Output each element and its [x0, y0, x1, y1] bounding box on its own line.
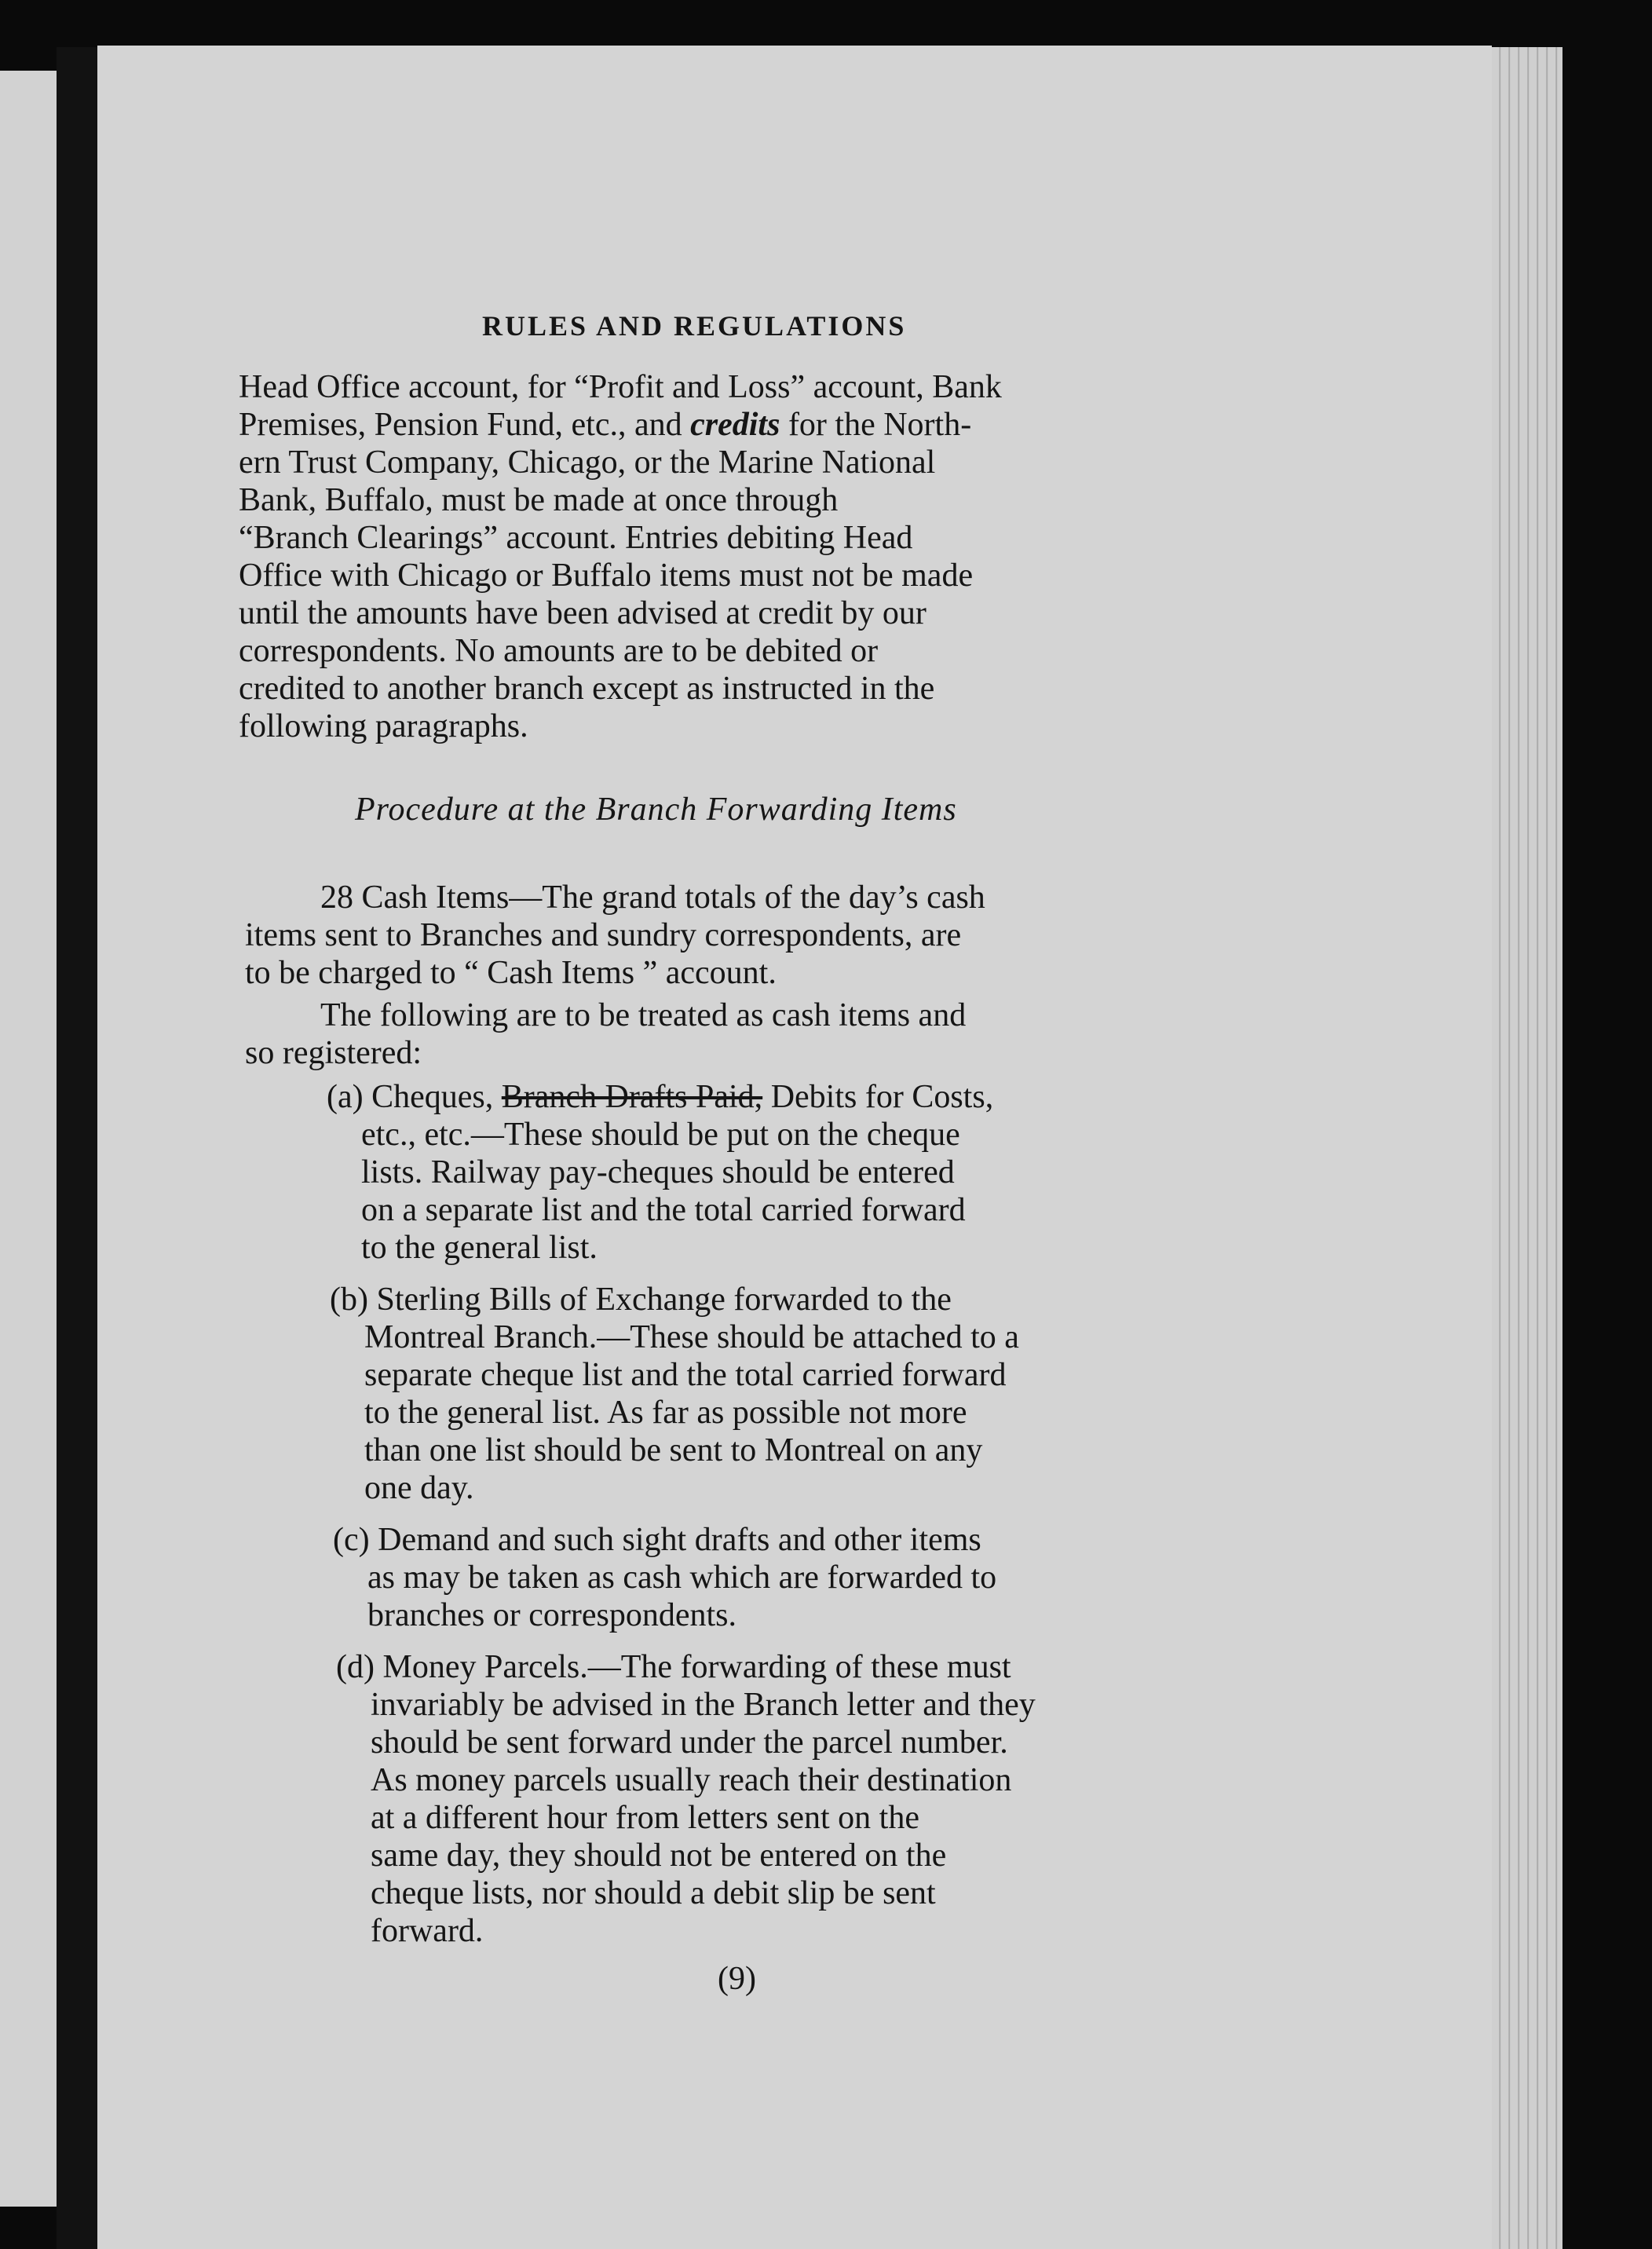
item-d-line: As money parcels usually reach their destination [371, 1762, 1012, 1798]
item-b-line: than one list should be sent to Montreal on any [364, 1432, 983, 1468]
intro-line: until the amounts have been advised at credit by our [239, 595, 927, 631]
item-a-line [327, 1077, 993, 1117]
item-b-line: Montreal Branch.—These should be attached to a [364, 1319, 1019, 1355]
para-28-line: The following are to be treated as cash items and [320, 997, 967, 1033]
intro-line: Head Office account, for “Profit and Loss” account, Bank [239, 369, 1002, 405]
intro-line: credited to another branch except as instructed in the [239, 671, 935, 707]
item-b-line: to the general list. As far as possible not more [364, 1395, 967, 1431]
item-c-line: branches or correspondents. [367, 1597, 736, 1633]
item-d-line: forward. [371, 1913, 484, 1949]
intro-line-part: Premises, Pension Fund, etc., and [239, 407, 682, 443]
para-28-line: 28 Cash Items—The grand totals of the day’s cash [320, 879, 985, 916]
intro-line [239, 405, 971, 444]
struck-text: Branch Drafts Paid, [501, 1079, 763, 1115]
item-d-line: should be sent forward under the parcel number. [371, 1724, 1008, 1761]
item-a-label-end: Debits for Costs, [770, 1079, 994, 1115]
para-28-line: items sent to Branches and sundry correspondents, are [245, 917, 962, 953]
item-a-line: on a separate list and the total carried forward [361, 1192, 966, 1228]
item-c-line: as may be taken as cash which are forwarded to [367, 1560, 997, 1596]
running-head: RULES AND REGULATIONS [482, 310, 907, 342]
page-edges [1492, 47, 1562, 2249]
item-b-line: one day. [364, 1470, 474, 1506]
left-page-edge [0, 71, 57, 2207]
item-d-line: at a different hour from letters sent on the [371, 1800, 919, 1836]
section-heading: Procedure at the Branch Forwarding Items [355, 792, 957, 828]
intro-line: following paragraphs. [239, 708, 528, 744]
item-b-line: separate cheque list and the total carried forward [364, 1357, 1007, 1393]
item-a-line: to the general list. [361, 1230, 598, 1266]
book-gutter [57, 47, 97, 2249]
item-a-line: etc., etc.—These should be put on the cheque [361, 1117, 960, 1153]
item-d-line: invariably be advised in the Branch letter and they [371, 1687, 1036, 1723]
page-number: (9) [718, 1961, 756, 1997]
para-28-line: to be charged to “ Cash Items ” account. [245, 955, 777, 991]
item-d-line: (d) Money Parcels.—The forwarding of these must [336, 1649, 1011, 1685]
intro-line-part: for the North- [788, 407, 972, 443]
item-b-line: (b) Sterling Bills of Exchange forwarded to the [330, 1282, 952, 1318]
item-a-label-start: (a) Cheques, [327, 1079, 494, 1115]
item-a-line: lists. Railway pay-cheques should be entered [361, 1154, 955, 1190]
item-c-line: (c) Demand and such sight drafts and other items [333, 1522, 981, 1558]
scan-background [1562, 0, 1652, 2249]
intro-line: Office with Chicago or Buffalo items must not be made [239, 558, 974, 594]
item-d-line: cheque lists, nor should a debit slip be sent [371, 1875, 936, 1911]
emphasis-credits: credits [690, 407, 780, 443]
intro-line: ern Trust Company, Chicago, or the Marine National [239, 444, 936, 481]
intro-line: Bank, Buffalo, must be made at once through [239, 482, 839, 518]
intro-line: “Branch Clearings” account. Entries debiting Head [239, 520, 913, 556]
page-text [97, 46, 1492, 2249]
para-28-line: so registered: [245, 1035, 422, 1071]
item-d-line: same day, they should not be entered on the [371, 1838, 947, 1874]
intro-line: correspondents. No amounts are to be debited or [239, 633, 879, 669]
